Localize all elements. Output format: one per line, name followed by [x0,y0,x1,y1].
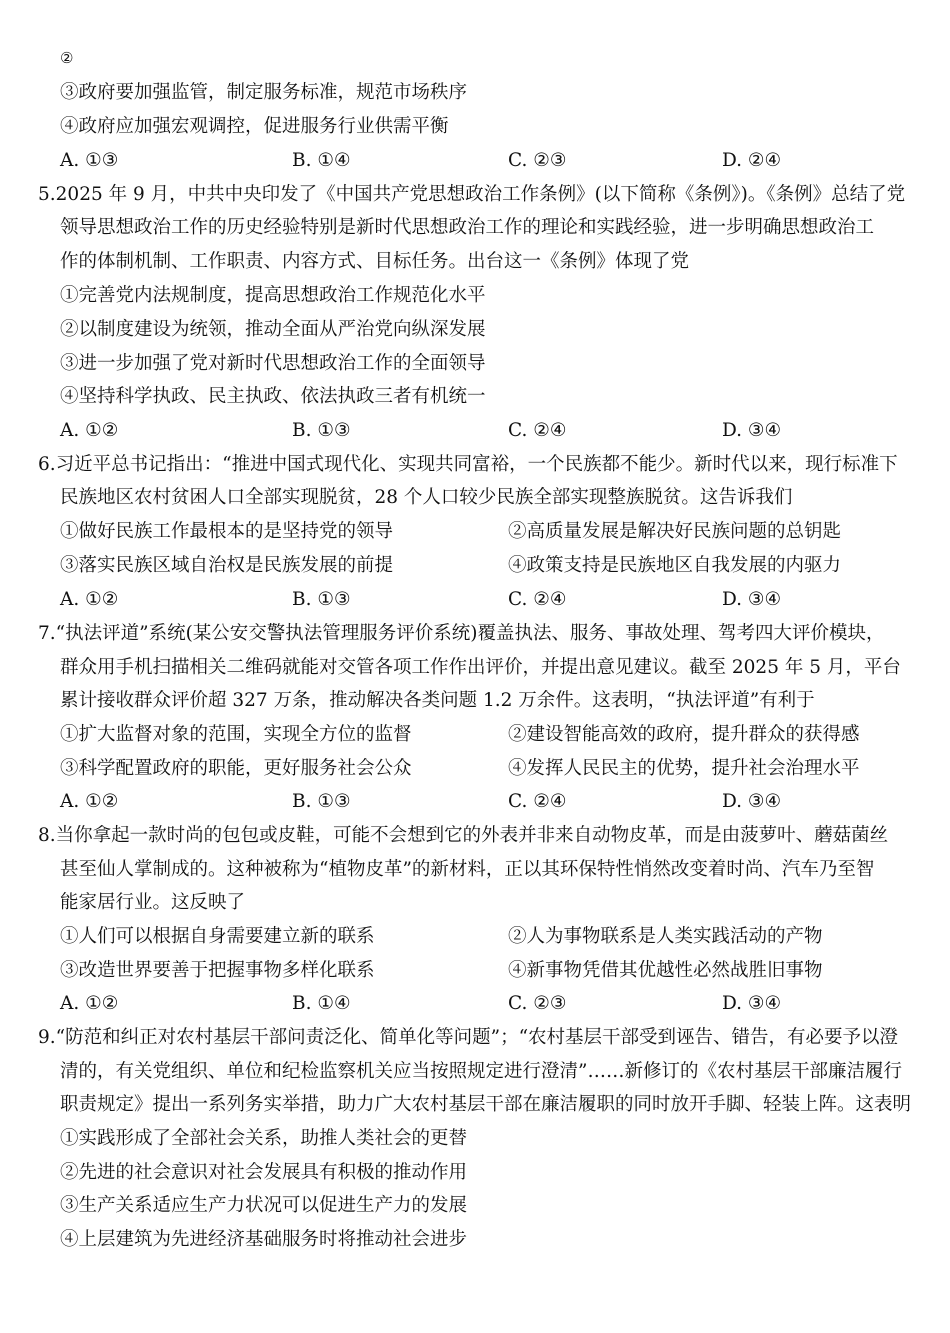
q6-item-4: ④政策支持是民族地区自我发展的内驱力 [508,555,842,576]
q8-choice-c: C. ②③ [508,993,567,1014]
q4-choice-d: D. ②④ [722,150,782,171]
q5-item-1: ①完善党内法规制度，提高思想政治工作规范化水平 [60,285,486,306]
q6-item-3: ③落实民族区域自治权是民族发展的前提 [60,555,394,576]
q5-item-4: ④坚持科学执政、民主执政、依法执政三者有机统一 [60,386,486,407]
q6-item-2: ②高质量发展是解决好民族问题的总钥匙 [508,521,842,542]
q7-stem-line-2: 群众用手机扫描相关二维码就能对交管各项工作作出评价，并提出意见建议。截至 2025 年 5 月，平台 [60,657,901,678]
q8-item-2: ②人为事物联系是人类实践活动的产物 [508,926,823,947]
q8-stem-line-2: 甚至仙人掌制成的。这种被称为“植物皮革”的新材料，正以其环保特性悄然改变着时尚、汽车乃至智 [60,859,875,880]
q5-stem-line-2: 领导思想政治工作的历史经验特别是新时代思想政治工作的理论和实践经验，进一步明确思想政治工 [60,217,875,238]
q8-item-3: ③改造世界要善于把握事物多样化联系 [60,960,375,981]
q5-stem-line-3: 作的体制机制、工作职责、内容方式、目标任务。出台这一《条例》体现了党 [60,251,690,272]
q5-choice-d: D. ③④ [722,420,782,441]
q9-stem-line-3: 职责规定》提出一系列务实举措，助力广大农村基层干部在廉洁履职的同时放开手脚、轻装上阵。这表明 [60,1094,912,1115]
q9-stem-line-1: 9.“防范和纠正对农村基层干部问责泛化、简单化等问题”；“农村基层干部受到诬告、错告，有必要予以澄 [38,1027,899,1048]
q5-choice-c: C. ②④ [508,420,567,441]
q8-choice-b: B. ①④ [292,993,351,1014]
q6-choice-c: C. ②④ [508,589,567,610]
q9-item-1: ①实践形成了全部社会关系，助推人类社会的更替 [60,1128,468,1149]
q7-item-4: ④发挥人民民主的优势，提升社会治理水平 [508,758,860,779]
q9-stem-line-2: 清的，有关党组织、单位和纪检监察机关应当按照规定进行澄清”……新修订的《农村基层干部廉洁履行 [60,1061,902,1082]
q4-item-2-partial: ② [60,49,74,67]
q7-item-1: ①扩大监督对象的范围，实现全方位的监督 [60,724,412,745]
q5-item-3: ③进一步加强了党对新时代思想政治工作的全面领导 [60,353,486,374]
q7-stem-line-1: 7.“执法评道”系统(某公安交警执法管理服务评价系统)覆盖执法、服务、事故处理、驾考四大评价模块， [38,623,885,644]
q6-choice-b: B. ①③ [292,589,351,610]
q7-item-3: ③科学配置政府的职能，更好服务社会公众 [60,758,412,779]
q4-choice-c: C. ②③ [508,150,567,171]
q6-choice-d: D. ③④ [722,589,782,610]
q8-choice-d: D. ③④ [722,993,782,1014]
q4-choice-b: B. ①④ [292,150,351,171]
q8-choice-a: A. ①② [60,993,119,1014]
q5-stem-line-1: 5.2025 年 9 月，中共中央印发了《中国共产党思想政治工作条例》(以下简称《条例》)。《条例》总结了党 [38,184,906,205]
q4-choice-a: A. ①③ [60,150,119,171]
q8-item-1: ①人们可以根据自身需要建立新的联系 [60,926,375,947]
q7-choice-b: B. ①③ [292,791,351,812]
q4-item-4: ④政府应加强宏观调控，促进服务行业供需平衡 [60,116,449,137]
q8-stem-line-1: 8.当你拿起一款时尚的包包或皮鞋，可能不会想到它的外表并非来自动物皮革，而是由菠萝叶、蘑菇菌丝 [38,825,889,846]
q5-choice-a: A. ①② [60,420,119,441]
q6-item-1: ①做好民族工作最根本的是坚持党的领导 [60,521,394,542]
q6-stem-line-1: 6.习近平总书记指出：“推进中国式现代化、实现共同富裕，一个民族都不能少。新时代以来，现行标准下 [38,454,898,475]
q4-item-3: ③政府要加强监管，制定服务标准，规范市场秩序 [60,82,468,103]
q7-item-2: ②建设智能高效的政府，提升群众的获得感 [508,724,860,745]
q8-item-4: ④新事物凭借其优越性必然战胜旧事物 [508,960,823,981]
q7-choice-d: D. ③④ [722,791,782,812]
q7-stem-line-3: 累计接收群众评价超 327 万条，推动解决各类问题 1.2 万余件。这表明，“执法评道”有利于 [60,690,815,711]
q9-item-4: ④上层建筑为先进经济基础服务时将推动社会进步 [60,1229,468,1250]
q8-stem-line-3: 能家居行业。这反映了 [60,892,246,913]
q7-choice-c: C. ②④ [508,791,567,812]
q6-stem-line-2: 民族地区农村贫困人口全部实现脱贫，28 个人口较少民族全部实现整族脱贫。这告诉我们 [60,487,793,508]
q9-item-2: ②先进的社会意识对社会发展具有积极的推动作用 [60,1162,468,1183]
q7-choice-a: A. ①② [60,791,119,812]
q6-choice-a: A. ①② [60,589,119,610]
q9-item-3: ③生产关系适应生产力状况可以促进生产力的发展 [60,1195,468,1216]
q5-choice-b: B. ①③ [292,420,351,441]
q5-item-2: ②以制度建设为统领，推动全面从严治党向纵深发展 [60,319,486,340]
